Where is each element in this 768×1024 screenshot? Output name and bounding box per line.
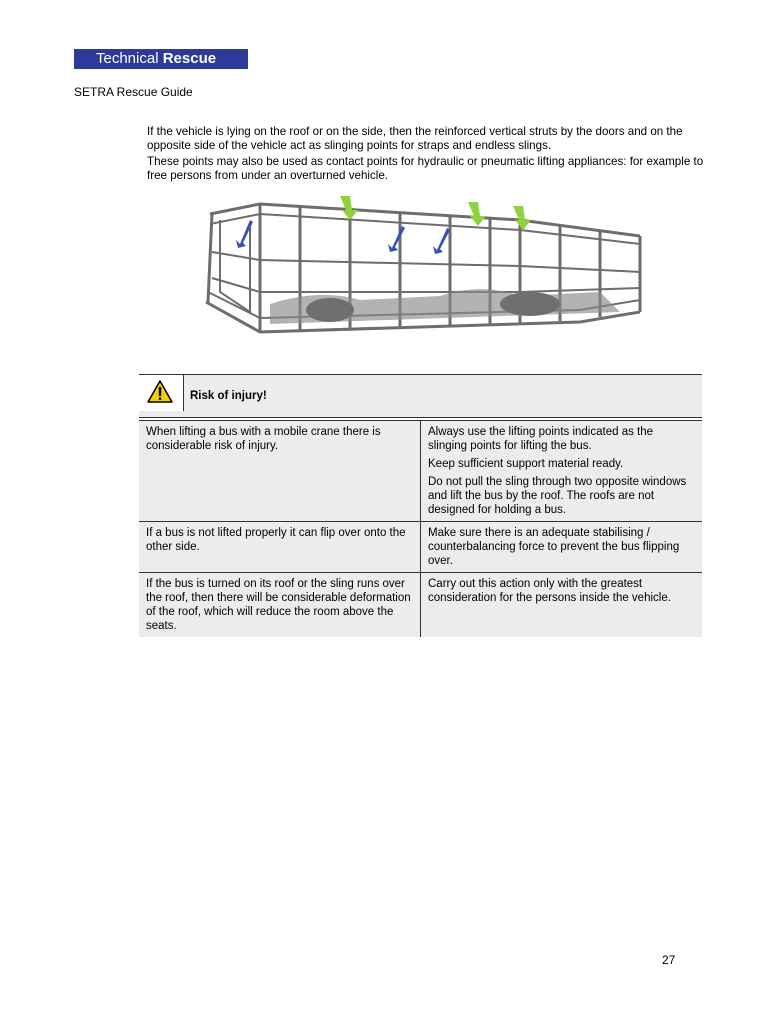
risk-table — [139, 374, 702, 637]
measure-text: Carry out this action only with the greatest consideration for the persons inside the vehicle. — [428, 578, 671, 604]
section-tab-bold: Rescue — [162, 50, 217, 67]
measure-text: Make sure there is an adequate stabilising / counterbalancing force to prevent the bus flipping over. — [428, 527, 680, 567]
intro-paragraph: If the vehicle is lying on the roof or on the side, then the reinforced vertical struts by the doors and on the opposite side of the vehicle act as slinging points for straps and endless slings. — [147, 125, 683, 152]
bus-frame-figure — [200, 192, 650, 352]
warning-header — [139, 374, 702, 418]
intro-text — [147, 125, 707, 185]
table-row — [139, 521, 702, 572]
hazard-cell — [139, 573, 421, 637]
document-subtitle: SETRA Rescue Guide — [74, 85, 193, 99]
warning-title: Risk of injury! — [190, 390, 267, 402]
measure-text: Do not pull the sling through two opposite windows and lift the bus by the roof. The roofs are not designed for holding a bus. — [428, 476, 687, 516]
section-tab-prefix: Technical — [96, 50, 159, 67]
warning-triangle-icon — [147, 380, 173, 404]
table-row — [139, 572, 702, 637]
blue-arrow-icon — [433, 228, 450, 254]
measure-text: Keep sufficient support material ready. — [428, 458, 624, 470]
hazard-text: When lifting a bus with a mobile crane there is considerable risk of injury. — [146, 426, 381, 452]
blue-arrows — [236, 220, 450, 254]
section-tab — [74, 49, 248, 69]
table-row — [139, 420, 702, 521]
measure-cell — [421, 522, 702, 572]
page-number: 27 — [662, 953, 676, 967]
hazard-text: If a bus is not lifted properly it can flip over onto the other side. — [146, 527, 406, 553]
bus-frame-illustration — [200, 192, 650, 352]
green-arrow-icon — [513, 206, 531, 230]
hazard-cell — [139, 522, 421, 572]
hazard-text: If the bus is turned on its roof or the sling runs over the roof, then there will be considerable deformation of the roof, which will reduce the room above the seats. — [146, 578, 411, 632]
intro-paragraph: These points may also be used as contact points for hydraulic or pneumatic lifting appliances: for example to free persons from under an overturned vehicle. — [147, 155, 704, 182]
measure-text: Always use the lifting points indicated as the slinging points for lifting the bus. — [428, 426, 654, 452]
blue-arrow-icon — [388, 226, 405, 252]
warning-icon-cell — [139, 375, 184, 411]
measure-cell — [421, 573, 702, 637]
hazard-cell — [139, 421, 421, 521]
green-arrow-icon — [468, 202, 486, 226]
measure-cell — [421, 421, 702, 521]
